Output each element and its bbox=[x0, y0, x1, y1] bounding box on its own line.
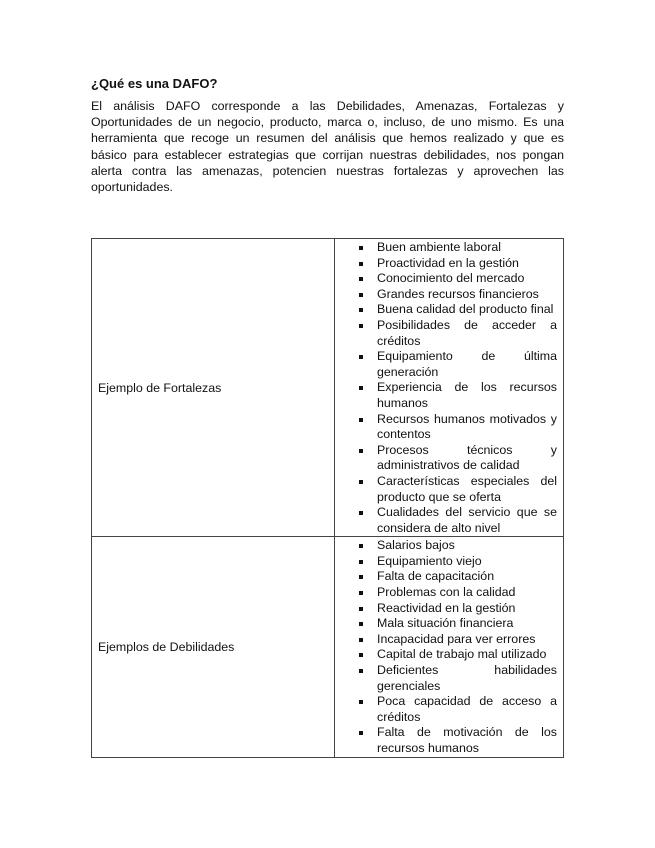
list-item: Salarios bajos bbox=[359, 538, 557, 554]
table-row bbox=[92, 239, 564, 537]
list-item: Reactividad en la gestión bbox=[359, 601, 557, 617]
list-item: Capital de trabajo mal utilizado bbox=[359, 647, 557, 663]
bullet-list bbox=[335, 239, 563, 536]
row-label: Ejemplo de Fortalezas bbox=[92, 239, 335, 537]
list-item: Poca capacidad de acceso a créditos bbox=[359, 694, 557, 725]
dafo-table bbox=[91, 238, 564, 758]
row-items-cell bbox=[335, 537, 564, 757]
bullet-list bbox=[335, 537, 563, 756]
list-item: Buen ambiente laboral bbox=[359, 240, 557, 256]
list-item: Posibilidades de acceder a créditos bbox=[359, 318, 557, 349]
list-item: Equipamiento viejo bbox=[359, 554, 557, 570]
list-item: Grandes recursos financieros bbox=[359, 287, 557, 303]
list-item: Buena calidad del producto final bbox=[359, 302, 557, 318]
list-item: Problemas con la calidad bbox=[359, 585, 557, 601]
list-item: Falta de capacitación bbox=[359, 569, 557, 585]
section-heading: ¿Qué es una DAFO? bbox=[91, 76, 218, 91]
list-item: Conocimiento del mercado bbox=[359, 271, 557, 287]
row-items-cell bbox=[335, 239, 564, 537]
list-item: Características especiales del producto que se oferta bbox=[359, 474, 557, 505]
list-item: Cualidades del servicio que se considera de alto nivel bbox=[359, 505, 557, 536]
list-item: Recursos humanos motivados y contentos bbox=[359, 412, 557, 443]
row-label: Ejemplos de Debilidades bbox=[92, 537, 335, 757]
dafo-table-body bbox=[92, 239, 564, 758]
list-item: Mala situación financiera bbox=[359, 616, 557, 632]
list-item: Deficientes habilidades gerenciales bbox=[359, 663, 557, 694]
list-item: Incapacidad para ver errores bbox=[359, 632, 557, 648]
list-item: Experiencia de los recursos humanos bbox=[359, 380, 557, 411]
list-item: Equipamiento de última generación bbox=[359, 349, 557, 380]
table-row bbox=[92, 537, 564, 757]
intro-paragraph: El análisis DAFO corresponde a las Debilidades, Amenazas, Fortalezas y Oportunidades de un negocio, producto, marca o, incluso, de uno mismo. Es una herramienta que recoge un resumen del análisis que hemos realizado y que es básico para establecer estrategias que corrijan nuestras debilidades, nos pongan alerta contra las amenazas, potencien nuestras fortalezas y aprovechen las oportunidades. bbox=[91, 99, 564, 195]
list-item: Proactividad en la gestión bbox=[359, 256, 557, 272]
list-item: Procesos técnicos y administrativos de calidad bbox=[359, 443, 557, 474]
list-item: Falta de motivación de los recursos humanos bbox=[359, 725, 557, 756]
